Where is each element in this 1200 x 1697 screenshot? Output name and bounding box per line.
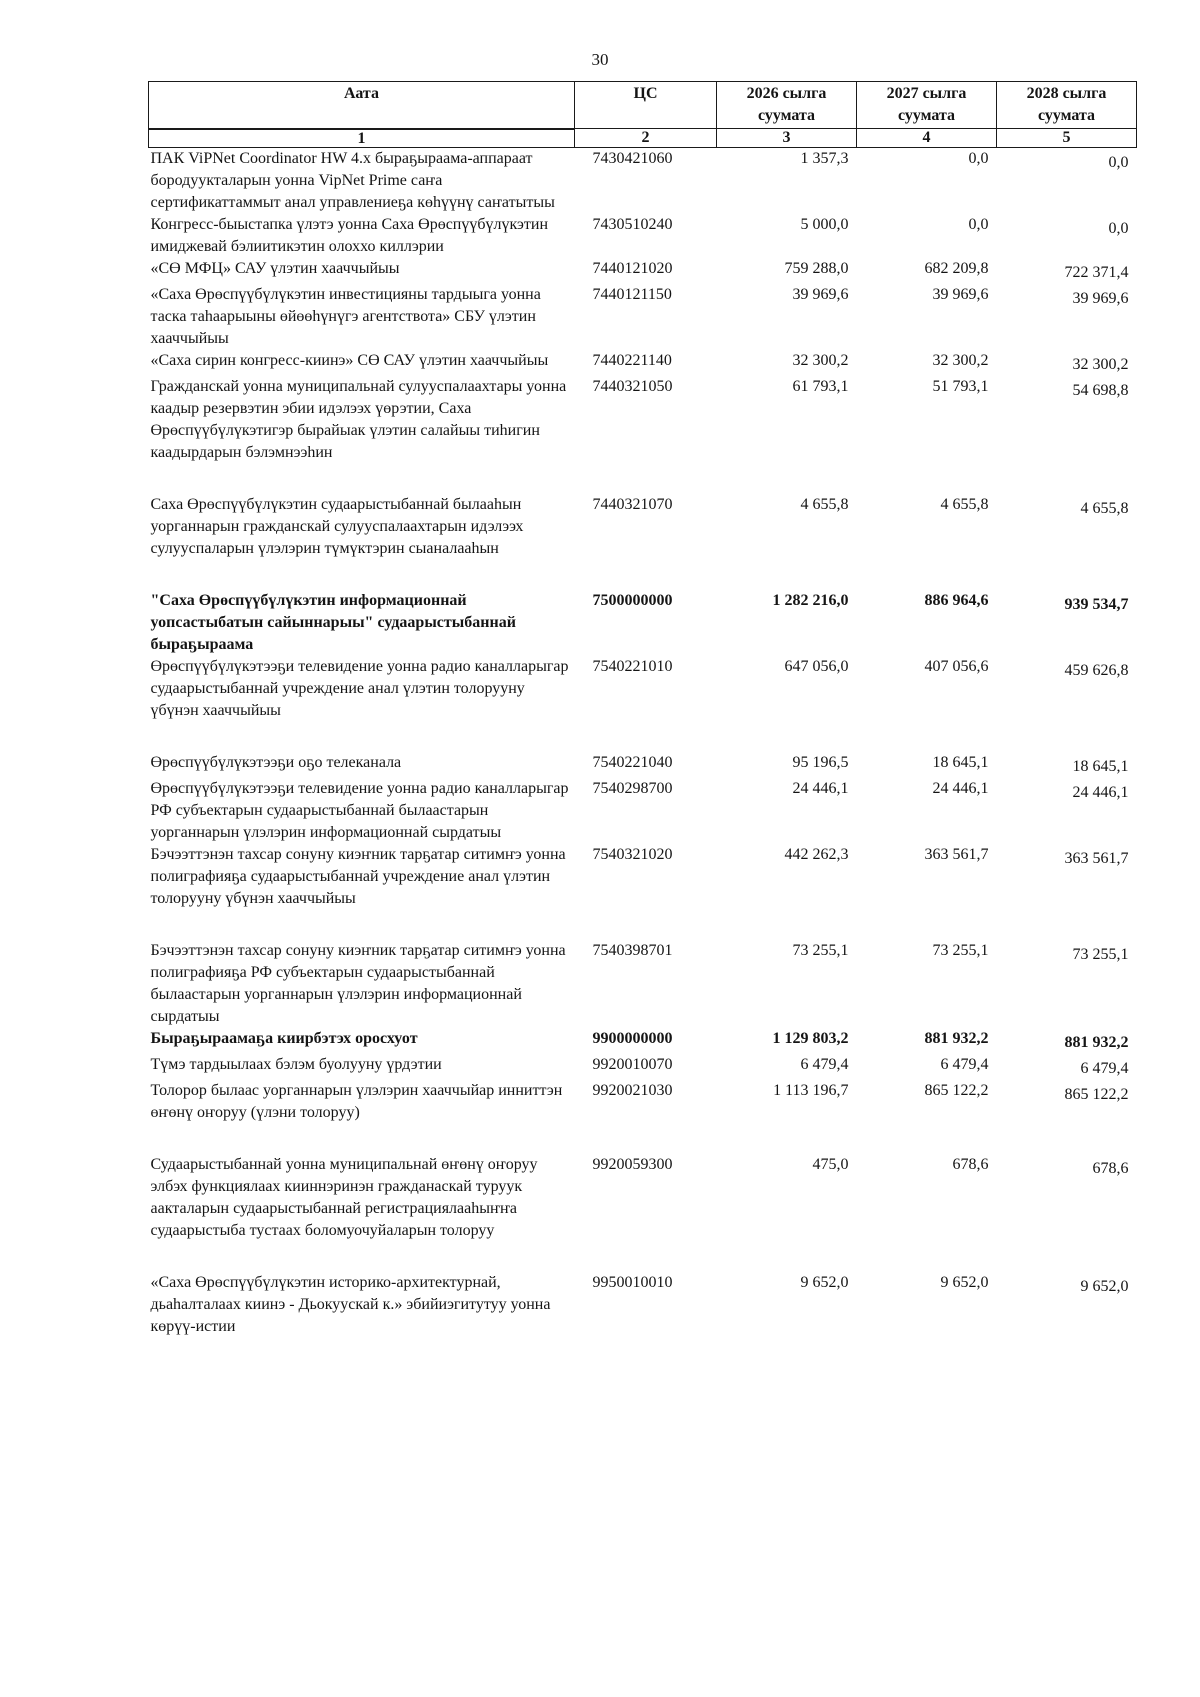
row-spacer — [149, 1124, 1137, 1154]
table-row — [149, 376, 1137, 464]
row-name: Бэчээттэнэн тахсар сонуну киэҥник тарҕатар ситимҥэ уонна полиграфияҕа судаарыстыбаннай учреждение анал үлэтин толорууну үбүнэн хааччыйыы — [150, 845, 566, 907]
row-value-2027: 886 964,6 — [924, 591, 989, 609]
header-cs: ЦС — [575, 82, 717, 129]
column-number: 2 — [575, 129, 717, 148]
column-number: 4 — [857, 129, 997, 148]
row-value-2026: 442 262,3 — [784, 845, 849, 863]
row-value-2026: 1 113 196,7 — [773, 1081, 849, 1099]
row-spacer-cell — [149, 1242, 1137, 1272]
header-2028: 2028 сылга суумата — [997, 82, 1137, 129]
row-cs-code: 7440221140 — [592, 351, 672, 369]
page-number: 30 — [591, 50, 609, 69]
row-value-2027: 0,0 — [968, 215, 989, 233]
row-name: «СӨ МФЦ» САУ үлэтин хааччыйыы — [150, 259, 400, 277]
row-value-2028: 6 479,4 — [1080, 1059, 1129, 1077]
table-body — [149, 147, 1137, 1338]
row-value-2026: 4 655,8 — [800, 495, 849, 513]
row-cs-code: 7540321020 — [592, 845, 673, 863]
row-value-2028: 881 932,2 — [1064, 1033, 1129, 1051]
table-row — [149, 752, 1137, 778]
table-row — [149, 1028, 1137, 1054]
column-number-row — [149, 129, 1137, 148]
row-value-2028: 4 655,8 — [1080, 499, 1129, 517]
row-value-2028: 39 969,6 — [1072, 289, 1129, 307]
row-name: Түмэ тардыылаах бэлэм буолууну үрдэтии — [150, 1055, 442, 1073]
row-name: Конгресс-быыстапка үлэтэ уонна Саха Өрөспүүбүлүкэтин имиджевай бэлиитикэтин олоххо киллэрии — [150, 215, 549, 255]
row-cs-code: 7540221010 — [592, 657, 673, 675]
row-value-2028: 9 652,0 — [1080, 1277, 1129, 1295]
row-value-2026: 759 288,0 — [784, 259, 849, 277]
row-spacer — [149, 464, 1137, 494]
row-value-2026: 1 129 803,2 — [772, 1029, 849, 1047]
row-cs-code: 7440121150 — [592, 285, 672, 303]
row-value-2026: 39 969,6 — [792, 285, 849, 303]
row-value-2027: 18 645,1 — [932, 753, 989, 771]
row-cs-code: 9920010070 — [592, 1055, 673, 1073]
row-cs-code: 7540298700 — [592, 779, 673, 797]
row-spacer — [149, 1242, 1137, 1272]
row-cs-code: 7440121020 — [592, 259, 673, 277]
row-name: «Саха Өрөспүүбүлүкэтин инвестицияны тардыыга уонна таска таһаарыыны өйөөһүнүгэ агентствота» СБУ үлэтин хааччыйыы — [150, 285, 541, 347]
row-spacer — [149, 910, 1137, 940]
row-value-2027: 363 561,7 — [924, 845, 989, 863]
row-value-2027: 678,6 — [952, 1155, 989, 1173]
row-value-2026: 61 793,1 — [792, 377, 849, 395]
row-value-2026: 1 282 216,0 — [772, 591, 849, 609]
row-value-2027: 39 969,6 — [932, 285, 989, 303]
row-value-2028: 24 446,1 — [1072, 783, 1129, 801]
row-value-2027: 9 652,0 — [940, 1273, 989, 1291]
row-value-2026: 6 479,4 — [800, 1055, 849, 1073]
row-spacer-cell — [149, 1124, 1137, 1154]
row-value-2028: 0,0 — [1108, 219, 1129, 237]
table-row — [149, 656, 1137, 722]
row-cs-code: 9920059300 — [592, 1155, 673, 1173]
row-value-2028: 939 534,7 — [1064, 595, 1129, 613]
table-row — [149, 1080, 1137, 1124]
row-value-2027: 865 122,2 — [924, 1081, 989, 1099]
row-value-2026: 95 196,5 — [792, 753, 849, 771]
row-value-2028: 363 561,7 — [1064, 849, 1129, 867]
row-cs-code: 9920021030 — [592, 1081, 673, 1099]
row-value-2027: 73 255,1 — [932, 941, 989, 959]
row-cs-code: 9900000000 — [592, 1029, 673, 1047]
row-value-2027: 0,0 — [968, 149, 989, 167]
table-row — [149, 1154, 1137, 1242]
table-row — [149, 1272, 1137, 1338]
row-value-2028: 73 255,1 — [1072, 945, 1129, 963]
table-row — [149, 778, 1137, 844]
table-row — [149, 147, 1137, 214]
row-cs-code: 7430421060 — [592, 149, 673, 167]
row-cs-code: 7430510240 — [592, 215, 673, 233]
row-name: Өрөспүүбүлүкэтээҕи оҕо телеканала — [150, 753, 402, 771]
budget-table — [148, 81, 1137, 1338]
row-cs-code: 7540221040 — [592, 753, 673, 771]
table-row — [149, 590, 1137, 656]
header-name: Аата — [149, 82, 575, 129]
row-name: «Саха Өрөспүүбүлүкэтин историко-архитектурнай, дьаһалталаах киинэ - Дьокуускай к.» эбийиэгитутуу уонна көрүү-истии — [150, 1273, 551, 1335]
header-2027: 2027 сылга суумата — [857, 82, 997, 129]
column-number: 5 — [997, 129, 1137, 148]
row-cs-code: 7440321070 — [592, 495, 673, 513]
table-row — [149, 1054, 1137, 1080]
row-spacer — [149, 722, 1137, 752]
row-value-2027: 24 446,1 — [932, 779, 989, 797]
row-name: Судаарыстыбаннай уонна муниципальнай өҥөнү оҥоруу элбэх функциялаах кииннэринэн гражданаскай туруук аакталарын судаарыстыбаннай регистрациялааһыҥҥа судаарыстыба тустаах боломуочуйаларын толоруу — [150, 1155, 538, 1239]
row-value-2026: 32 300,2 — [792, 351, 849, 369]
row-name: Саха Өрөспүүбүлүкэтин судаарыстыбаннай былааһын уорганнарын гражданскай сулууспалaахтарын идэлээх сулууспаларын үлэлэрин түмүктэрин сыаналааһын — [150, 495, 524, 557]
row-name: Өрөспүүбүлүкэтээҕи телевидение уонна радио каналларыгар РФ субъектарын судаарыстыбаннай былааcтарын уорганнарын үлэлэрин информационнай сырдатыы — [150, 779, 569, 841]
row-value-2026: 9 652,0 — [800, 1273, 849, 1291]
row-value-2026: 24 446,1 — [792, 779, 849, 797]
row-value-2028: 32 300,2 — [1072, 355, 1129, 373]
row-spacer-cell — [149, 722, 1137, 752]
table-row — [149, 844, 1137, 910]
row-cs-code: 7440321050 — [592, 377, 673, 395]
header-2026: 2026 сылга суумата — [717, 82, 857, 129]
row-value-2028: 722 371,4 — [1064, 263, 1129, 281]
row-spacer-cell — [149, 910, 1137, 940]
row-value-2028: 459 626,8 — [1064, 661, 1129, 679]
table-row — [149, 940, 1137, 1028]
row-name: Быраҕыраамаҕа киирбэтэх оросхуот — [150, 1029, 418, 1047]
row-value-2028: 678,6 — [1092, 1159, 1129, 1177]
row-value-2026: 475,0 — [812, 1155, 849, 1173]
row-spacer-cell — [149, 560, 1137, 590]
column-number: 3 — [717, 129, 857, 148]
row-spacer-cell — [149, 464, 1137, 494]
row-value-2027: 32 300,2 — [932, 351, 989, 369]
row-name: "Саха Өрөспүүбүлүкэтин информационнай уопсастыбатын сайыннарыы" судаарыстыбаннай быраҕыраама — [150, 591, 516, 653]
row-value-2028: 865 122,2 — [1064, 1085, 1129, 1103]
row-value-2028: 0,0 — [1108, 153, 1129, 171]
table-row — [149, 258, 1137, 284]
row-value-2026: 5 000,0 — [800, 215, 849, 233]
row-name: Гражданскай уонна муниципальнай сулууспалaахтары уонна каадыр резервэтин эбии идэлээх үөрэтии, Саха Өрөспүүбүлүкэтигэр бырайыак үлэтин салайыы тиһигин каадырдарын бэлэмнээһин — [150, 377, 567, 461]
row-name: Өрөспүүбүлүкэтээҕи телевидение уонна радио каналларыгар судаарыстыбаннай учреждение анал үлэтин толорууну үбүнэн хааччыйыы — [150, 657, 569, 719]
row-spacer — [149, 560, 1137, 590]
row-value-2027: 4 655,8 — [940, 495, 989, 513]
row-value-2026: 73 255,1 — [792, 941, 849, 959]
header-row — [149, 82, 1137, 129]
row-name: ПАК ViPNet Coordinator HW 4.x быраҕыраама-аппараат бородуукталарын уонна VipNet Prime саҥа сертификаттаммыт анал управлениеҕа көһүүнү саҥатытыы — [150, 149, 555, 211]
table-row — [149, 284, 1137, 350]
row-name: Бэчээттэнэн тахсар сонуну киэҥник тарҕатар ситимҥэ уонна полиграфияҕа РФ субъектарын судаарыстыбаннай былааcтарын уорганнарын үлэлэрин информационнай сырдатыы — [150, 941, 566, 1025]
row-value-2026: 647 056,0 — [784, 657, 849, 675]
row-cs-code: 9950010010 — [592, 1273, 673, 1291]
row-value-2027: 6 479,4 — [940, 1055, 989, 1073]
row-value-2027: 682 209,8 — [924, 259, 989, 277]
row-name: Толорор былаас уорганнарын үлэлэрин хааччыйар инниттэн өҥөнү оҥоруу (үлэни толоруу) — [150, 1081, 563, 1121]
row-cs-code: 7540398701 — [592, 941, 673, 959]
table-row — [149, 214, 1137, 258]
row-value-2027: 51 793,1 — [932, 377, 989, 395]
column-number: 1 — [149, 129, 575, 148]
row-value-2027: 881 932,2 — [924, 1029, 989, 1047]
table-row — [149, 494, 1137, 560]
row-value-2026: 1 357,3 — [800, 149, 849, 167]
row-cs-code: 7500000000 — [592, 591, 673, 609]
row-value-2028: 18 645,1 — [1072, 757, 1129, 775]
row-value-2028: 54 698,8 — [1072, 381, 1129, 399]
table-row — [149, 350, 1137, 376]
row-name: «Саха сирин конгресс-киинэ» СӨ САУ үлэтин хааччыйыы — [150, 351, 549, 369]
row-value-2027: 407 056,6 — [924, 657, 989, 675]
